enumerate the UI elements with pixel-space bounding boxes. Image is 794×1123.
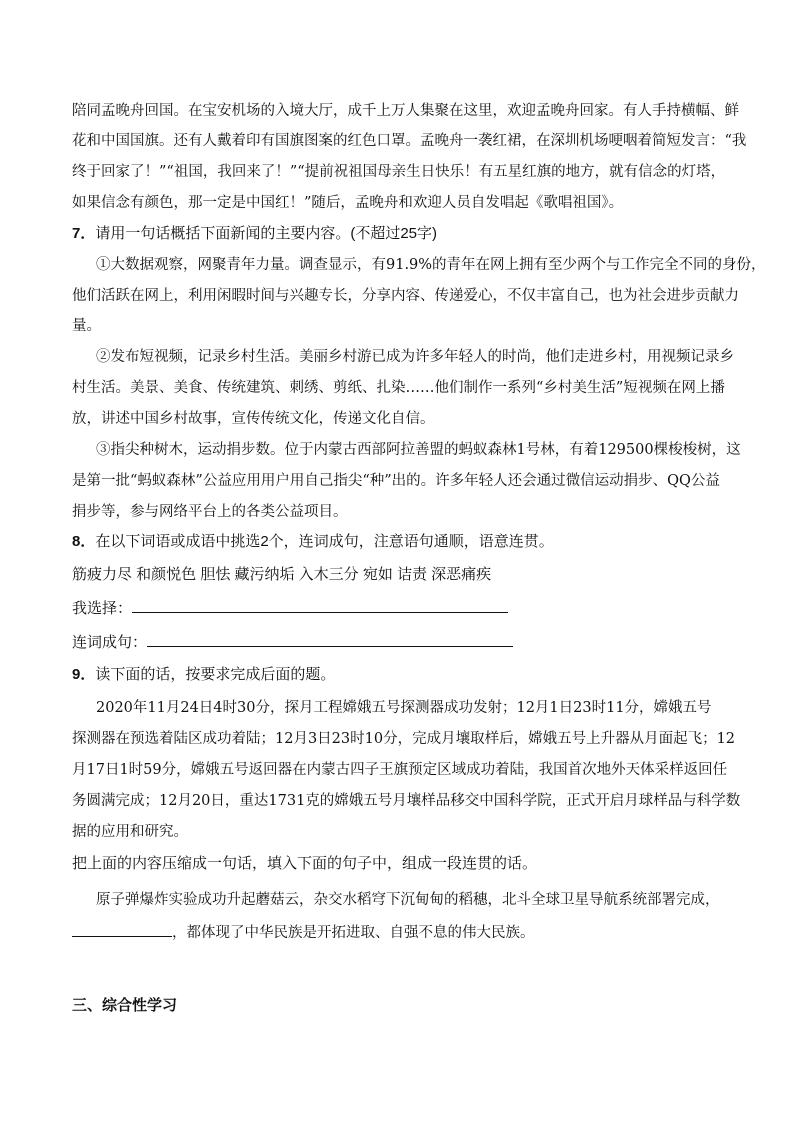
question-prompt: 请用一句话概括下面新闻的主要内容。(不超过25字) (95, 225, 438, 242)
question-number: 7． (72, 225, 96, 242)
fill-answer-blank[interactable] (72, 920, 172, 937)
question-prompt: 在以下词语或成语中挑选2个，连词成句，注意语句通顺，语意连贯。 (95, 533, 554, 550)
news-paragraph-line: 村生活。美景、美食、传统建筑、刺绣、剪纸、扎染……他们制作一系列“乡村美生活”短视频在网上播 (72, 380, 725, 396)
question-prompt: 读下面的话，按要求完成后面的题。 (95, 666, 336, 683)
choose-label: 我选择： (72, 600, 133, 617)
choose-answer-blank[interactable] (132, 596, 508, 613)
sentence-row (72, 630, 513, 652)
news-paragraph-line: 捐步等，参与网络平台上的各类公益项目。 (72, 504, 348, 520)
q9-passage-line: 月17日1时59分，嫦娥五号返回器在内蒙古四子王旗预定区域成功着陆，我国首次地外天体采样返回任 (72, 762, 728, 778)
passage-line: 花和中国国旗。还有人戴着印有国旗图案的红色口罩。孟晚舟一袭红裙，在深圳机场哽咽着简短发言：“我 (72, 133, 747, 149)
q9-instruction: 把上面的内容压缩成一句话，填入下面的句子中，组成一段连贯的话。 (72, 855, 538, 872)
passage-line: 如果信念有颜色，那一定是中国红！”随后，孟晚舟和欢迎人员自发唱起《歌唱祖国》。 (72, 195, 624, 211)
news-paragraph-line: ①大数据观察，网聚青年力量。调查显示，有91.9%的青年在网上拥有至少两个与工作完全不同的身份， (96, 257, 766, 273)
passage-line: 陪同孟晚舟回国。在宝安机场的入境大厅，成千上万人集聚在这里，欢迎孟晚舟回家。有人手持横幅、鲜 (72, 103, 739, 119)
question-number: 8． (72, 533, 96, 550)
news-paragraph-line: 量。 (72, 318, 101, 334)
question-7 (72, 222, 437, 243)
q9-passage-line: 务圆满完成；12月20日，重达1731克的嫦娥五号月壤样品移交中国科学院，正式开启月球样品与科学数 (72, 793, 741, 809)
sentence-answer-blank[interactable] (147, 630, 513, 647)
question-8 (72, 530, 554, 551)
fill-sentence-line-2 (72, 920, 535, 942)
q9-passage-line: 2020年11月24日4时30分，探月工程嫦娥五号探测器成功发射；12月1日23时11分，嫦娥五号 (96, 700, 712, 716)
fill-sentence-suffix: ，都体现了中华民族是开拓进取、自强不息的伟大民族。 (172, 925, 535, 941)
word-list: 筋疲力尽 和颜悦色 胆怯 藏污纳垢 入木三分 宛如 诘责 深恶痛疾 (72, 566, 492, 583)
passage-line: 终于回家了！”“祖国，我回来了！”“提前祝祖国母亲生日快乐！有五星红旗的地方，就有信念的灯塔， (72, 164, 726, 180)
news-paragraph-line: 他们活跃在网上，利用闲暇时间与兴趣专长，分享内容、传递爱心，不仅丰富自己，也为社会进步贡献力 (72, 288, 739, 304)
question-number: 9． (72, 666, 96, 683)
news-paragraph-line: ②发布短视频，记录乡村生活。美丽乡村游已成为许多年轻人的时尚，他们走进乡村，用视频记录乡 (96, 349, 734, 365)
news-paragraph-line: ③指尖种树木，运动捐步数。位于内蒙古西部阿拉善盟的蚂蚁森林1号林，有着129500棵梭梭树，这 (96, 442, 741, 458)
question-9 (72, 663, 335, 684)
section-title: 三、综合性学习 (72, 997, 178, 1014)
sentence-label: 连词成句： (72, 634, 148, 651)
news-paragraph-line: 是第一批“蚂蚁森林”公益应用用户用自己指尖“种”出的。许多年轻人还会通过微信运动捐步、QQ公益 (72, 473, 720, 489)
q9-passage-line: 探测器在预选着陆区成功着陆；12月3日23时10分，完成月壤取样后，嫦娥五号上升器从月面起飞；12 (72, 731, 736, 747)
fill-sentence-line: 原子弹爆炸实验成功升起蘑菇云，杂交水稻穹下沉甸甸的稻穗，北斗全球卫星导航系统部署完成， (96, 892, 720, 908)
q9-passage-line: 据的应用和研究。 (72, 824, 188, 840)
choose-row (72, 596, 508, 618)
news-paragraph-line: 放，讲述中国乡村故事，宣传传统文化，传递文化自信。 (72, 411, 435, 427)
